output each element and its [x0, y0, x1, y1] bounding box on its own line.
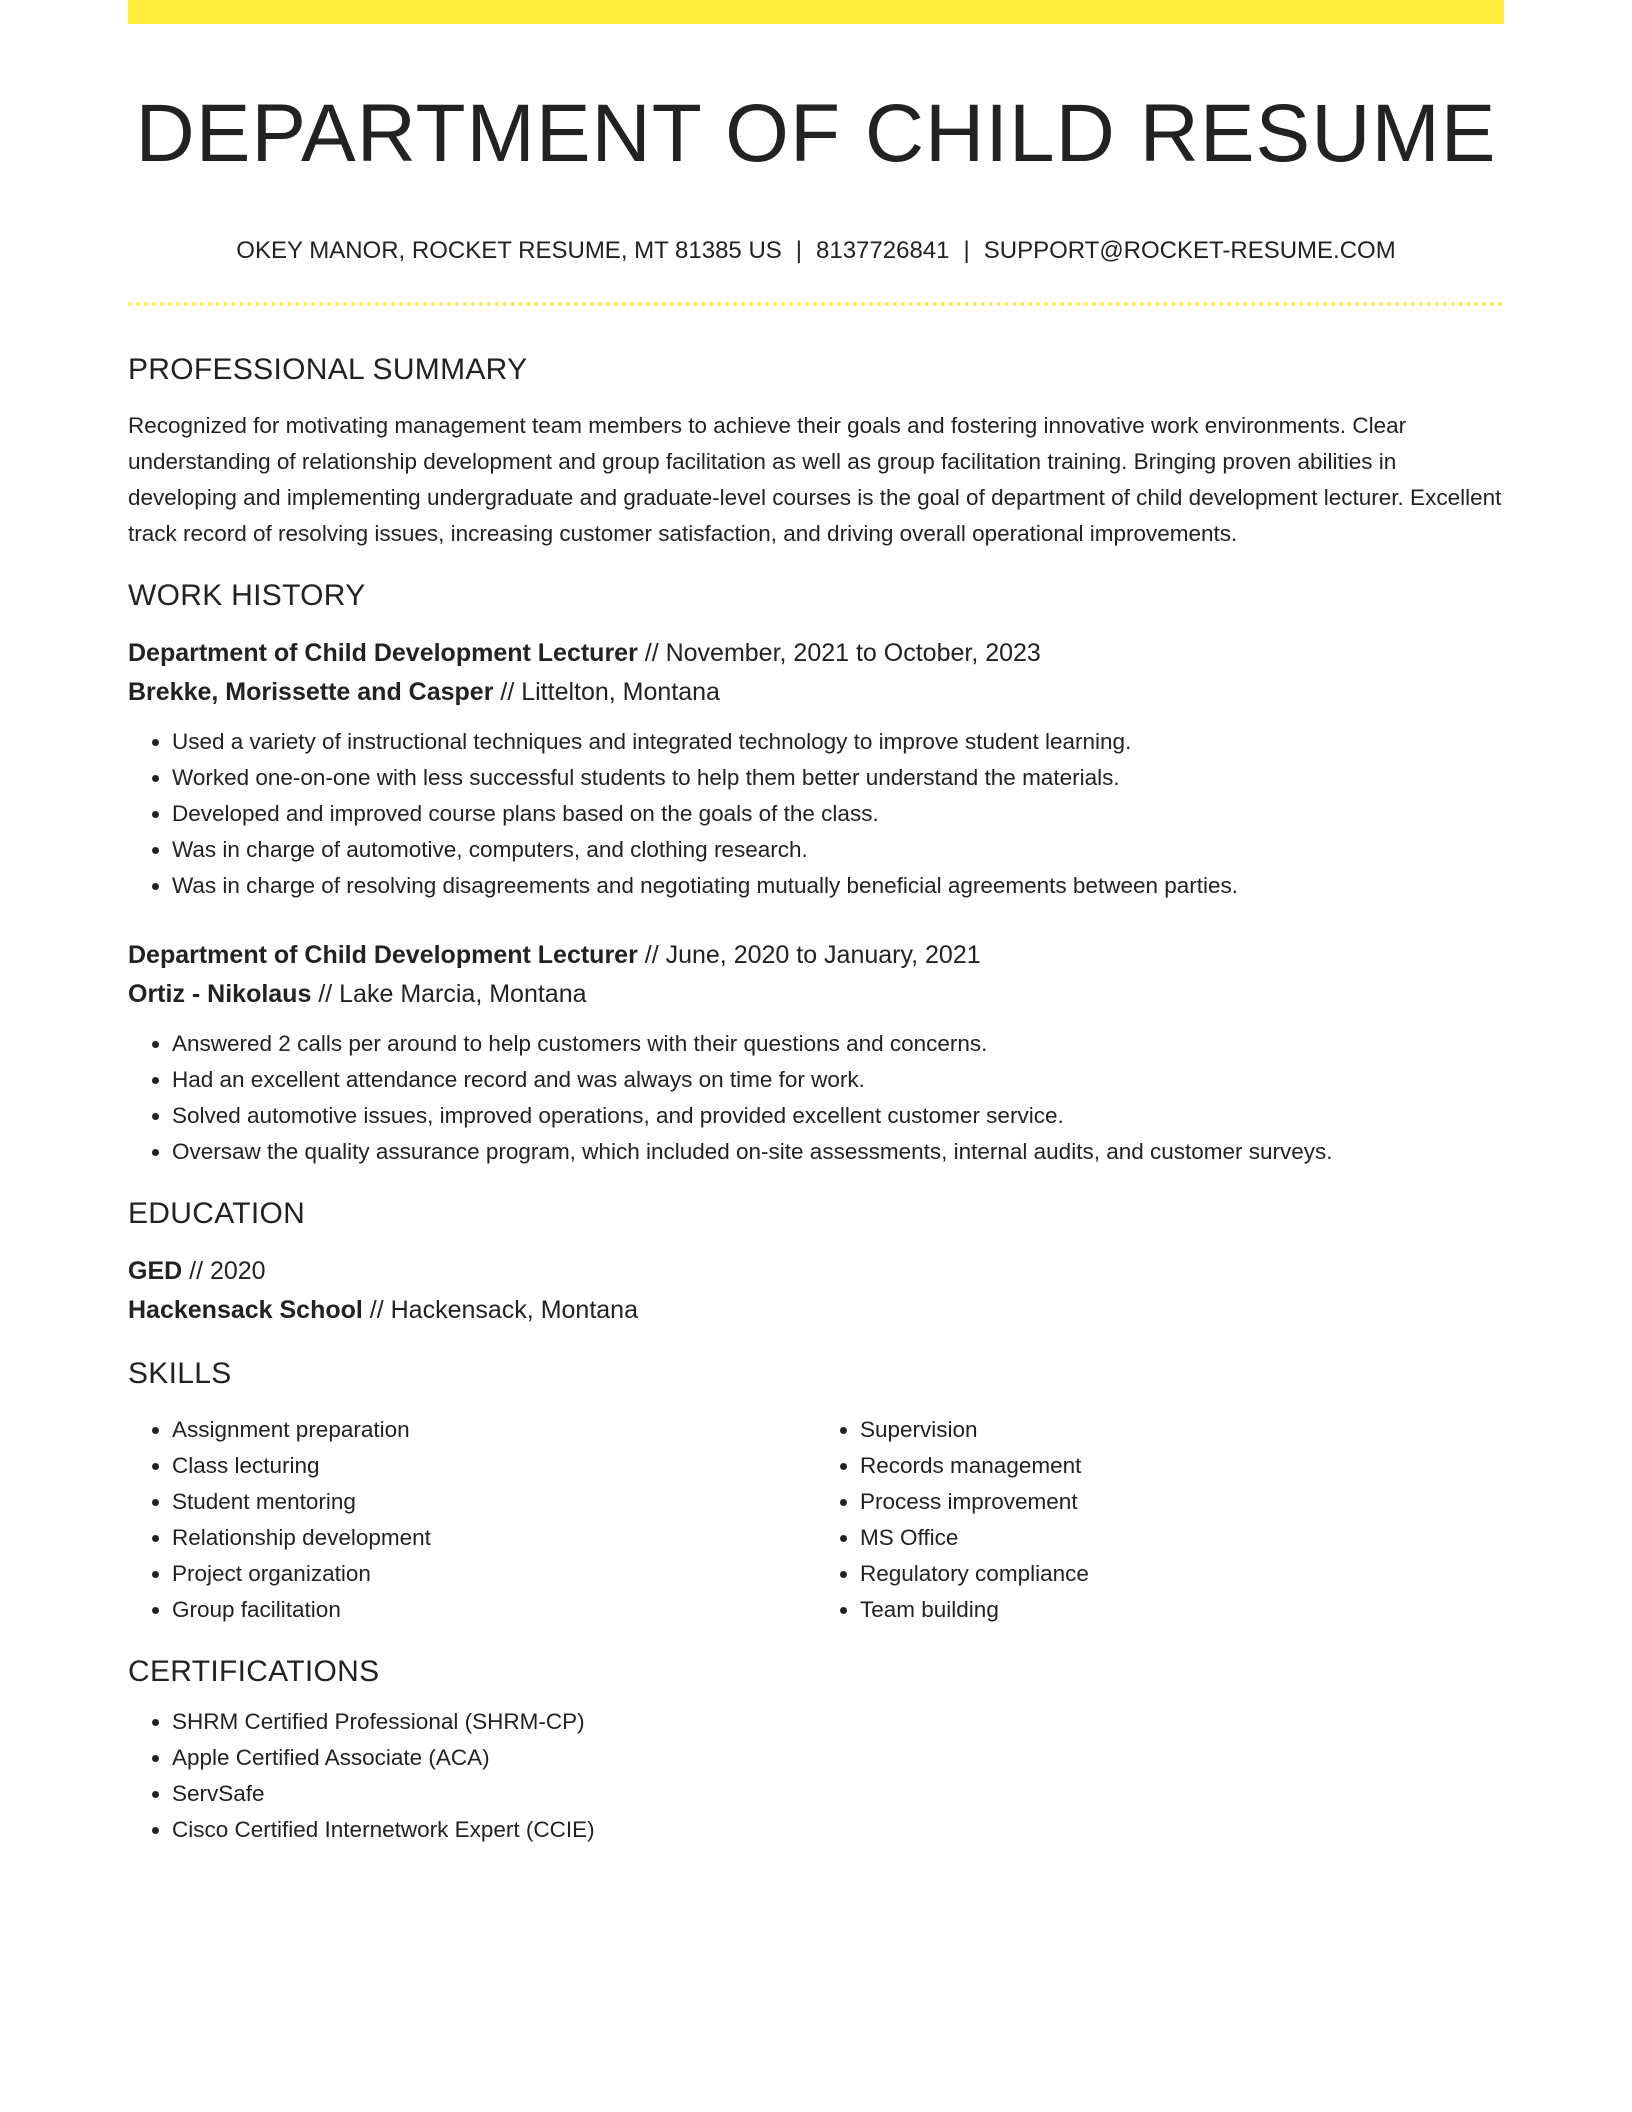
certifications-list: [128, 1704, 1504, 1848]
skill-item: • Process improvement: [860, 1484, 1504, 1520]
skills-left-list: [128, 1412, 816, 1628]
job-bullet: • Was in charge of automotive, computers, and clothing research.: [172, 832, 1504, 868]
education-school: Hackensack School: [128, 1296, 363, 1324]
top-accent-bar: [128, 0, 1504, 24]
education-heading: EDUCATION: [128, 1197, 306, 1230]
job-bullet: • Developed and improved course plans based on the goals of the class.: [172, 796, 1504, 832]
contact-line: [128, 236, 1504, 266]
education-degree-line: [128, 1252, 1504, 1291]
skill-item: • Student mentoring: [172, 1484, 816, 1520]
contact-separator: |: [795, 237, 803, 264]
job-bullet: • Answered 2 calls per around to help customers with their questions and concerns.: [172, 1026, 1504, 1062]
job-dates: // November, 2021 to October, 2023: [637, 639, 1041, 667]
job-entry: [128, 936, 1504, 1170]
work-history-heading: WORK HISTORY: [128, 579, 366, 612]
education-location: // Hackensack, Montana: [362, 1296, 638, 1324]
job-dates: // June, 2020 to January, 2021: [637, 941, 981, 969]
job-company-line: [128, 975, 1504, 1014]
resume-page: [128, 0, 1504, 1848]
job-title-line: [128, 936, 1504, 975]
skill-item: • Supervision: [860, 1412, 1504, 1448]
education-degree: GED: [128, 1257, 183, 1285]
skill-item: • Project organization: [172, 1556, 816, 1592]
job-bullet: • Worked one-on-one with less successful students to help them better understand the materials.: [172, 760, 1504, 796]
job-location: // Lake Marcia, Montana: [311, 980, 587, 1008]
dotted-divider: [128, 302, 1504, 306]
skills-heading: SKILLS: [128, 1357, 232, 1390]
skills-right-list: [816, 1412, 1504, 1628]
skills-columns: [128, 1400, 1504, 1628]
contact-address: OKEY MANOR, ROCKET RESUME, MT 81385 US: [236, 237, 782, 264]
resume-title: DEPARTMENT OF CHILD RESUME: [135, 88, 1497, 179]
job-position: Department of Child Development Lecturer: [128, 941, 638, 969]
skill-item: • Team building: [860, 1592, 1504, 1628]
certification-item: • Cisco Certified Internetwork Expert (CCIE): [172, 1812, 1504, 1848]
contact-phone: 8137726841: [816, 237, 950, 264]
skill-item: • Relationship development: [172, 1520, 816, 1556]
certifications-heading: CERTIFICATIONS: [128, 1655, 380, 1688]
certification-item: • Apple Certified Associate (ACA): [172, 1740, 1504, 1776]
summary-text: Recognized for motivating management team members to achieve their goals and fostering innovative work environments. Clear understanding of relationship development and group facilitation as well as group facilitation training. Bringing proven abilities in developing and implementing undergraduate and graduate-level courses is the goal of department of child development lecturer. Excellent track record of resolving issues, increasing customer satisfaction, and driving overall operational improvements.: [128, 413, 1502, 546]
skill-item: • Assignment preparation: [172, 1412, 816, 1448]
job-bullet: • Was in charge of resolving disagreements and negotiating mutually beneficial agreements between parties.: [172, 868, 1504, 904]
certification-item: • ServSafe: [172, 1776, 1504, 1812]
job-company-line: [128, 673, 1504, 712]
job-bullet: • Solved automotive issues, improved operations, and provided excellent customer service.: [172, 1098, 1504, 1134]
skill-item: • Class lecturing: [172, 1448, 816, 1484]
skill-item: • Regulatory compliance: [860, 1556, 1504, 1592]
job-bullet: • Oversaw the quality assurance program, which included on-site assessments, internal audits, and customer surveys.: [172, 1134, 1504, 1170]
summary-heading: PROFESSIONAL SUMMARY: [128, 353, 528, 386]
job-entry: [128, 634, 1504, 904]
job-title-line: [128, 634, 1504, 673]
job-company: Ortiz - Nikolaus: [128, 980, 312, 1008]
contact-email: SUPPORT@ROCKET-RESUME.COM: [983, 237, 1396, 264]
job-bullets: [128, 1026, 1504, 1170]
certification-item: • SHRM Certified Professional (SHRM-CP): [172, 1704, 1504, 1740]
job-position: Department of Child Development Lecturer: [128, 639, 638, 667]
job-bullet: • Used a variety of instructional techniques and integrated technology to improve student learning.: [172, 724, 1504, 760]
job-bullets: [128, 724, 1504, 904]
education-school-line: [128, 1291, 1504, 1330]
skill-item: • Group facilitation: [172, 1592, 816, 1628]
skill-item: • MS Office: [860, 1520, 1504, 1556]
job-company: Brekke, Morissette and Casper: [128, 678, 494, 706]
skill-item: • Records management: [860, 1448, 1504, 1484]
education-entry: [128, 1252, 1504, 1330]
contact-separator: |: [963, 237, 970, 264]
job-location: // Littelton, Montana: [493, 678, 720, 706]
education-year: // 2020: [182, 1257, 266, 1285]
job-bullet: • Had an excellent attendance record and was always on time for work.: [172, 1062, 1504, 1098]
